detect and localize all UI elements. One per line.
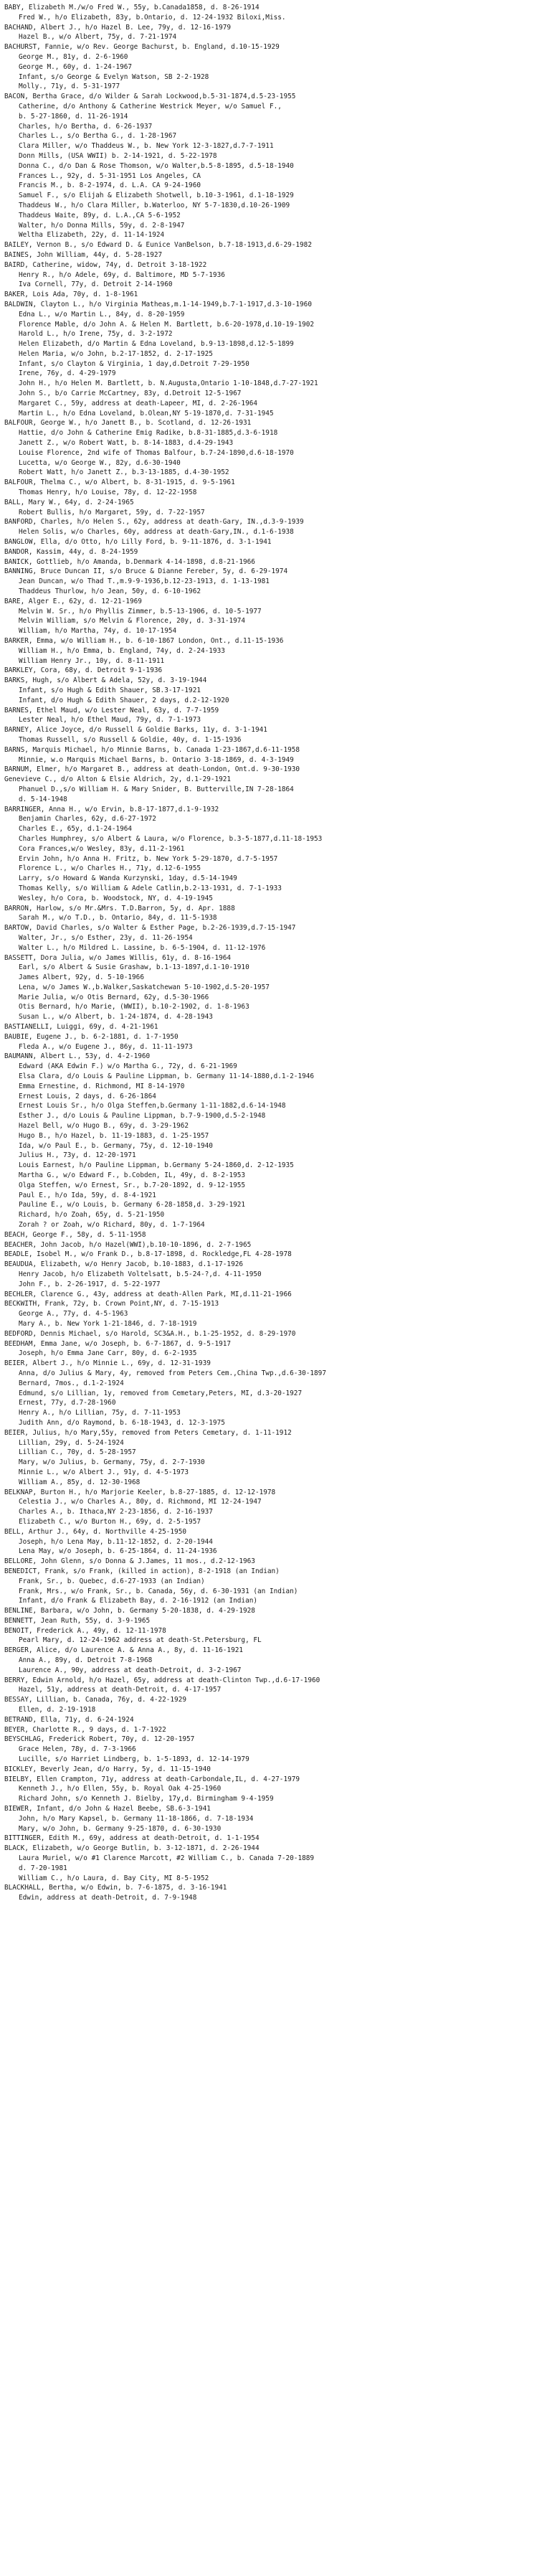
record-subentry: Esther J., d/o Louis & Pauline Lippman, b.7-9-1900,d.5-2-1948 (19, 1112, 266, 1120)
record-subentry: Mary, w/o Julius, b. Germany, 75y, d. 2-7-1930 (19, 1458, 205, 1467)
record-subentry: Elizabeth C., w/o Burton H., 69y, d. 2-5-1957 (19, 1517, 201, 1526)
record-entry: BALDWIN, Clayton L., h/o Virginia Matheas,m.1-14-1949,b.7-1-1917,d.3-10-1960 (4, 300, 312, 308)
record-entry: BEIER, Albert J., h/o Minnie L., 69y, d. 12-31-1939 (4, 1359, 211, 1368)
record-entry: BANDOR, Kassim, 44y, d. 8-24-1959 (4, 547, 138, 556)
record-subentry: Julius H., 73y, d. 12-20-1971 (19, 1151, 136, 1160)
record-subentry: Robert Bullis, h/o Margaret, 59y, d. 7-22-1957 (19, 508, 205, 516)
record-entry: BENLINE, Barbara, w/o John, b. Germany 5-20-1838, d. 4-29-1928 (4, 1607, 255, 1615)
record-entry: BACHURST, Fannie, w/o Rev. George Bachurst, b. England, d.10-15-1929 (4, 43, 280, 52)
record-subentry: George M., 81y, d. 2-6-1960 (19, 52, 128, 61)
record-entry: BAUBIE, Eugene J., b. 6-2-1881, d. 1-7-1950 (4, 1032, 179, 1041)
record-entry: BECKWITH, Frank, 72y, b. Crown Point,NY, d. 7-15-1913 (4, 1300, 219, 1308)
record-subentry: Lucille, s/o Harriet Lindberg, b. 1-5-1893, d. 12-14-1979 (19, 1755, 249, 1764)
record-subentry: Edward (AKA Edwin F.) w/o Martha G., 72y, d. 6-21-1969 (19, 1062, 237, 1071)
record-entry: BARNS, Marquis Michael, h/o Minnie Barns, b. Canada 1-23-1867,d.6-11-1958 (4, 745, 300, 754)
record-subentry: Fleda A., w/o Eugene J., 86y, d. 11-11-1973 (19, 1042, 193, 1051)
record-subentry: Edmund, s/o Lillian, 1y, removed from Cemetary,Peters, MI, d.3-20-1927 (19, 1389, 303, 1397)
record-subentry: Larry, s/o Howard & Wanda Kurzynski, 1day, d.5-14-1949 (19, 874, 237, 883)
record-entry: BAUMANN, Albert L., 53y, d. 4-2-1960 (4, 1052, 151, 1061)
record-entry: BENEDICT, Frank, s/o Frank, (killed in action), 8-2-1918 (an Indian) (4, 1567, 280, 1575)
record-subentry: Thaddeus Thurlow, h/o Jean, 50y, d. 6-10-1962 (19, 588, 201, 596)
record-entry: BEIER, Julius, h/o Mary,55y, removed from Peters Cemetary, d. 1-11-1912 (4, 1428, 292, 1437)
record-subentry: Jean Duncan, w/o Thad T.,m.9-9-1936,b.12-23-1913, d. 1-13-1981 (19, 577, 270, 586)
record-subentry: Olga Steffen, w/o Ernest, Sr., b.7-20-1892, d. 9-12-1955 (19, 1181, 246, 1189)
record-subentry: Helen Elizabeth, d/o Martin & Edna Loveland, b.9-13-1898,d.12-5-1899 (19, 340, 294, 349)
record-subentry: Judith Ann, d/o Raymond, b. 6-18-1943, d. 12-3-1975 (19, 1418, 225, 1427)
record-subentry: Minnie, w.o Marquis Michael Barns, b. Ontario 3-18-1869, d. 4-3-1949 (19, 755, 294, 764)
record-subentry: Florence Mable, d/o John A. & Helen M. Bartlett, b.6-20-1978,d.10-19-1902 (19, 320, 315, 329)
record-subentry: Martin L., h/o Edna Loveland, b.Olean,NY 5-19-1870,d. 7-31-1945 (19, 409, 274, 417)
record-entry: BANICK, Gottlieb, h/o Amanda, b.Denmark 4-14-1898, d.8-21-1966 (4, 557, 255, 566)
record-subentry: Frank, Sr., b. Quebec, d.6-27-1933 (an Indian) (19, 1577, 205, 1585)
record-subentry: Laura Muriel, w/o #1 Clarence Marcott, #2 William C., b. Canada 7-20-1889 (19, 1854, 315, 1863)
record-subentry: Weltha Elizabeth, 22y, d. 11-14-1924 (19, 231, 165, 240)
record-subentry: Richard, h/o Zoah, 65y, d. 5-21-1950 (19, 1211, 165, 1219)
record-entry: BIELBY, Ellen Crampton, 71y, address at death-Carbondale,IL, d. 4-27-1979 (4, 1775, 300, 1783)
record-entry: BEADLE, Isobel M., w/o Frank D., b.8-17-1898, d. Rockledge,FL 4-28-1978 (4, 1250, 292, 1259)
record-subentry: Edwin, address at death-Detroit, d. 7-9-1948 (19, 1894, 197, 1902)
record-subentry: Infant, s/o Hugh & Edith Shauer, SB.3-17-1921 (19, 686, 201, 694)
record-subentry: Frank, Mrs., w/o Frank, Sr., b. Canada, 56y, d. 6-30-1931 (an Indian) (19, 1587, 298, 1595)
record-entry: BELL, Arthur J., 64y, d. Northville 4-25-1950 (4, 1527, 186, 1536)
record-subentry: Florence L., w/o Charles H., 71y, d.12-6-1955 (19, 864, 201, 873)
record-subentry: Louis Earnest, h/o Pauline Lippman, b.Germany 5-24-1860,d. 2-12-1935 (19, 1161, 294, 1170)
record-entry: BEDFORD, Dennis Michael, s/o Harold, SC3&A.H., b.1-25-1952, d. 8-29-1970 (4, 1329, 296, 1338)
record-subentry: Irene, 76y, d. 4-29-1979 (19, 369, 116, 378)
record-subentry: Emma Ernestine, d. Richmond, MI 8-14-1970 (19, 1082, 185, 1090)
record-subentry: Otis Bernard, h/o Marie, (WWII), b.10-2-1902, d. 1-8-1963 (19, 1003, 249, 1011)
record-subentry: Hattie, d/o John & Catherine Emig Radike, b.8-31-1885,d.3-6-1918 (19, 429, 278, 438)
record-entry: BARKER, Emma, w/o William H., b. 6-10-1867 London, Ont., d.11-15-1936 (4, 637, 284, 645)
record-subentry: Infant, s/o Clayton & Virginia, 1 day,d.Detroit 7-29-1950 (19, 359, 249, 368)
record-entry: BETRAND, Ella, 71y, d. 6-24-1924 (4, 1715, 134, 1724)
record-subentry: Ernest Louis Sr., h/o Olga Steffen,b.Germany 1-11-1882,d.6-14-1948 (19, 1102, 286, 1110)
record-entry: BACON, Bertha Grace, d/o Wilder & Sarah Lockwood,b.5-31-1874,d.5-23-1955 (4, 93, 296, 101)
record-entry: BITTINGER, Edith M., 69y, address at death-Detroit, d. 1-1-1954 (4, 1834, 260, 1843)
record-entry: BAILEY, Vernon B., s/o Edward D. & Eunice VanBelson, b.7-18-1913,d.6-29-1982 (4, 241, 312, 250)
record-entry: BEYSCHLAG, Frederick Robert, 70y, d. 12-20-1957 (4, 1735, 195, 1744)
record-subentry: Infant, d/o Hugh & Edith Shauer, 2 days, d.2-12-1920 (19, 696, 229, 704)
record-subentry: d. 5-14-1948 (19, 795, 67, 803)
record-subentry: Marie Julia, w/o Otis Bernard, 62y, d.5-30-1966 (19, 993, 209, 1001)
record-subentry: Walter L., h/o Mildred L. Lassine, b. 6-5-1904, d. 11-12-1976 (19, 943, 266, 952)
record-entry: BARNUM, Elmer, h/o Margaret B., address at death-London, Ont.d. 9-30-1930 (4, 765, 300, 774)
record-subentry: William Henry Jr., 10y, d. 8-11-1911 (19, 656, 165, 665)
record-entry: BLACKHALL, Bertha, w/o Edwin, b. 7-6-1875, d. 3-16-1941 (4, 1884, 227, 1892)
record-entry: BEACH, George F., 58y, d. 5-11-1958 (4, 1230, 146, 1239)
record-subentry: Minnie L., w/o Albert J., 91y, d. 4-5-1973 (19, 1468, 189, 1476)
record-subentry: Henry A., h/o Lillian, 75y, d. 7-11-1953 (19, 1409, 181, 1417)
record-subentry: Martha G., w/o Edward F., b.Cobden, IL, 49y, d. 8-2-1953 (19, 1171, 246, 1180)
record-subentry: James Albert, 92y, d. 5-10-1966 (19, 973, 144, 982)
record-entry: BLACK, Elizabeth, w/o George Butlin, b. 3-12-1871, d. 2-26-1944 (4, 1844, 260, 1853)
record-subentry: Cora Frances,w/o Wesley, 83y, d.11-2-1961 (19, 844, 185, 853)
record-subentry: Lillian, 29y, d. 5-24-1924 (19, 1438, 124, 1447)
record-subentry: Wesley, h/o Cora, b. Woodstock, NY, d. 4-19-1945 (19, 894, 213, 902)
record-subentry: John F., b. 2-26-1917, d. 5-22-1977 (19, 1280, 161, 1288)
record-subentry: Ida, w/o Paul E., b. Germany, 75y, d. 12-10-1940 (19, 1141, 213, 1150)
record-entry: BAKER, Lois Ada, 70y, d. 1-8-1961 (4, 291, 138, 299)
record-subentry: Lucetta, w/o George W., 82y, d.6-30-1940 (19, 458, 181, 467)
record-subentry: Melvin William, s/o Melvin & Florence, 20y, d. 3-31-1974 (19, 617, 246, 626)
record-subentry: Walter, h/o Donna Mills, 59y, d. 2-8-1947 (19, 221, 185, 230)
record-subentry: Ernest, 77y, d.7-28-1960 (19, 1399, 116, 1407)
record-subentry: Lillian C., 70y, d. 5-28-1957 (19, 1448, 136, 1457)
record-entry: BEEDHAM, Emma Jane, w/o Joseph, b. 6-7-1867, d. 9-5-1917 (4, 1339, 232, 1348)
record-subentry: Catherine, d/o Anthony & Catherine Westrick Meyer, w/o Samuel F., (19, 102, 282, 110)
record-subentry: Hazel Bell, w/o Hugo B., 69y, d. 3-29-1962 (19, 1122, 189, 1131)
record-subentry: Benjamin Charles, 62y, d.6-27-1972 (19, 815, 156, 824)
record-entry: BAINES, John William, 44y, d. 5-28-1927 (4, 250, 163, 259)
record-subentry: Edna L., w/o Martin L., 84y, d. 8-20-1959 (19, 310, 185, 319)
record-subentry: Iva Cornell, 77y, d. Detroit 2-14-1960 (19, 280, 173, 289)
record-subentry: Kenneth J., h/o Ellen, 55y, b. Royal Oak 4-25-1960 (19, 1785, 222, 1793)
record-subentry: Charles E., 65y, d.1-24-1964 (19, 825, 133, 834)
record-subentry: Margaret C., 59y, address at death-Lapeer, MI, d. 2-26-1964 (19, 399, 258, 407)
record-entry: BELLORE, John Glenn, s/o Donna & J.James, 11 mos., d.2-12-1963 (4, 1557, 255, 1566)
record-subentry: John, h/o Mary Kapsel, b. Germany 11-18-1866, d. 7-18-1934 (19, 1814, 254, 1823)
record-subentry: Fred W., h/o Elizabeth, 83y, b.Ontario, d. 12-24-1932 Biloxi,Miss. (19, 13, 286, 22)
record-subentry: Charles L., s/o Bertha G., d. 1-28-1967 (19, 132, 177, 141)
record-subentry: Zorah ? or Zoah, w/o Richard, 80y, d. 1-7-1964 (19, 1221, 205, 1230)
record-subentry: William H., h/o Emma, b. England, 74y, d. 2-24-1933 (19, 646, 225, 655)
record-subentry: Laurence A., 90y, address at death-Detroit, d. 3-2-1967 (19, 1666, 242, 1674)
record-subentry: Donn Mills, (USA WWII) b. 2-14-1921, d. 5-22-1978 (19, 151, 217, 160)
record-subentry: John H., h/o Helen M. Bartlett, b. N.Augusta,Ontario 1-10-1848,d.7-27-1921 (19, 379, 318, 388)
record-subentry: Walter, Jr., s/o Esther, 23y, d. 11-26-1954 (19, 933, 193, 942)
record-entry: BENNETT, Jean Ruth, 55y, d. 3-9-1965 (4, 1616, 151, 1625)
record-subentry: Henry R., h/o Adele, 69y, d. Baltimore, MD 5-7-1936 (19, 270, 225, 279)
record-entry: BALFOUR, George W., h/o Janett B., b. Scotland, d. 12-26-1931 (4, 419, 252, 428)
record-entry: BIEWER, Infant, d/o John & Hazel Beebe, SB.6-3-1941 (4, 1805, 211, 1813)
record-entry: Genevieve C., d/o Alton & Elsie Aldrich, 2y, d.1-29-1921 (4, 775, 232, 784)
record-subentry: Thomas Kelly, s/o William & Adele Catlin,b.2-13-1931, d. 7-1-1933 (19, 884, 282, 892)
record-subentry: Hazel, 51y, address at death-Detroit, d. 4-17-1957 (19, 1686, 222, 1694)
record-entry: BANNING, Bruce Duncan II, s/o Bruce & Dianne Fereber, 5y, d. 6-29-1974 (4, 567, 288, 576)
record-subentry: Ernest Louis, 2 days, d. 6-26-1864 (19, 1092, 156, 1100)
record-subentry: b. 5-27-1860, d. 11-26-1914 (19, 112, 128, 121)
record-subentry: William A., 85y, d. 12-30-1968 (19, 1478, 141, 1486)
record-subentry: Janett Z., w/o Robert Watt, b. 8-14-1883, d.4-29-1943 (19, 439, 234, 448)
record-subentry: d. 7-20-1981 (19, 1864, 67, 1872)
record-subentry: Robert Watt, h/o Janett Z., b.3-13-1885, d.4-30-1952 (19, 468, 229, 477)
record-subentry: Lena, w/o James W.,b.Walker,Saskatchewan 5-10-1902,d.5-20-1957 (19, 983, 270, 991)
record-subentry: Charles A., b. Ithaca,NY 2-23-1856, d. 2-16-1937 (19, 1508, 213, 1516)
record-subentry: Helen Solis, w/o Charles, 60y, address at death-Gary,IN., d.1-6-1938 (19, 528, 294, 537)
record-subentry: John S., b/o Carrie McCartney, 83y, d.Detroit 12-5-1967 (19, 390, 242, 398)
record-subentry: Infant, d/o Frank & Elizabeth Bay, d. 2-16-1912 (an Indian) (19, 1597, 258, 1605)
record-subentry: Anna A., 89y, d. Detroit 7-8-1968 (19, 1656, 153, 1665)
record-entry: BEACHER, John Jacob, h/o Hazel(WWI),b.10-10-1896, d. 2-7-1965 (4, 1240, 252, 1249)
record-subentry: Charles Humphrey, s/o Albert & Laura, w/o Florence, b.3-5-1877,d.11-18-1953 (19, 834, 323, 843)
record-subentry: Hugo B., h/o Hazel, b. 11-19-1883, d. 1-25-1957 (19, 1131, 209, 1140)
record-entry: BERRY, Edwin Arnold, h/o Hazel, 65y, address at death-Clinton Twp.,d.6-17-1960 (4, 1676, 320, 1684)
record-subentry: Pearl Mary, d. 12-24-1962 address at death-St.Petersburg, FL (19, 1636, 262, 1645)
record-subentry: Harold L., h/o Irene, 75y, d. 3-2-1972 (19, 330, 173, 339)
record-subentry: Hazel B., w/o Albert, 75y, d. 7-21-1974 (19, 33, 177, 42)
record-entry: BARNEY, Alice Joyce, d/o Russell & Goldie Barks, 11y, d. 3-1-1941 (4, 726, 267, 735)
record-entry: BACHAND, Albert J., h/o Hazel B. Lee, 79y, d. 12-16-1979 (4, 23, 232, 32)
record-entry: BAIRD, Catherine, widow, 74y, d. Detroit 3-18-1922 (4, 260, 207, 269)
record-subentry: Molly., 71y, d. 5-31-1977 (19, 82, 120, 91)
record-subentry: Helen Maria, w/o John, b.2-17-1852, d. 2-17-1925 (19, 349, 213, 358)
record-subentry: Mary, w/o John, b. Germany 9-25-1870, d. 6-30-1930 (19, 1824, 222, 1833)
record-entry: BARE, Alger E., 62y, d. 12-21-1969 (4, 597, 142, 605)
record-entry: BALFOUR, Thelma C., w/o Albert, b. 8-31-1915, d. 9-5-1961 (4, 478, 235, 487)
record-entry: BEAUDUA, Elizabeth, w/o Henry Jacob, b.10-1883, d.1-17-1926 (4, 1260, 244, 1269)
record-subentry: Thomas Henry, h/o Louise, 78y, d. 12-22-1958 (19, 489, 197, 497)
record-subentry: Anna, d/o Julius & Mary, 4y, removed from Peters Cem.,China Twp.,d.6-30-1897 (19, 1369, 326, 1377)
record-subentry: Thomas Russell, s/o Russell & Goldie, 40y, d. 1-15-1936 (19, 735, 242, 744)
record-subentry: Sarah M., w/o T.D., b. Ontario, 84y, d. 11-5-1938 (19, 914, 217, 923)
record-subentry: Charles, h/o Bertha, d. 6-26-1937 (19, 122, 153, 131)
record-subentry: Earl, s/o Albert & Susie Grashaw, b.1-13-1897,d.1-10-1910 (19, 963, 249, 972)
record-entry: BALL, Mary W., 64y, d. 2-24-1965 (4, 498, 134, 506)
record-entry: BABY, Elizabeth M./w/o Fred W., 55y, b.Canada1858, d. 8-26-1914 (4, 4, 260, 11)
record-subentry: Samuel F., s/o Elijah & Elizabeth Shotwell, b.10-3-1961, d.1-18-1929 (19, 192, 294, 200)
record-subentry: Frances L., 92y, d. 5-31-1951 Los Angeles, CA (19, 171, 201, 180)
record-entry: BENOIT, Frederick A., 49y, d. 12-11-1978 (4, 1626, 166, 1635)
record-entry: BARKLEY, Cora, 68y, d. Detroit 9-1-1936 (4, 666, 163, 675)
record-subentry: Thaddeus W., h/o Clara Miller, b.Waterloo, NY 5-7-1830,d.10-26-1909 (19, 201, 290, 209)
record-entry: BARKS, Hugh, s/o Albert & Adela, 52y, d. 3-19-1944 (4, 676, 207, 685)
record-subentry: Louise Florence, 2nd wife of Thomas Balfour, b.7-24-1890,d.6-18-1970 (19, 448, 294, 457)
record-subentry: Ellen, d. 2-19-1918 (19, 1706, 96, 1714)
record-subentry: Thaddeus Waite, 89y, d. L.A.,CA 5-6-1952 (19, 211, 181, 220)
record-entry: BARRON, Harlow, s/o Mr.&Mrs. T.D.Barron, 5y, d. Apr. 1888 (4, 904, 235, 912)
record-subentry: Susan L., w/o Albert, b. 1-24-1874, d. 4-28-1943 (19, 1013, 213, 1022)
record-subentry: Lester Neal, h/o Ethel Maud, 79y, d. 7-1-1973 (19, 716, 201, 725)
record-subentry: Lena May, w/o Joseph, b. 6-25-1864, d. 11-24-1936 (19, 1547, 217, 1556)
record-subentry: Celestia J., w/o Charles A., 80y, d. Richmond, MI 12-24-1947 (19, 1498, 262, 1506)
record-subentry: George A., 77y, d. 4-5-1963 (19, 1310, 128, 1318)
record-entry: BESSAY, Lillian, b. Canada, 76y, d. 4-22-1929 (4, 1696, 186, 1704)
record-subentry: Bernard, 7mos., d.1-2-1924 (19, 1379, 124, 1387)
record-subentry: Henry Jacob, h/o Elizabeth Voltelsatt, b.5-24-?,d. 4-11-1950 (19, 1270, 262, 1278)
record-subentry: Paul E., h/o Ida, 59y, d. 8-4-1921 (19, 1191, 156, 1199)
record-subentry: Pauline E., w/o Louis, b. Germany 6-28-1858,d. 3-29-1921 (19, 1201, 246, 1209)
record-entry: BANFORD, Charles, h/o Helen S., 62y, address at death-Gary, IN.,d.3-9-1939 (4, 518, 304, 527)
record-entry: BASTIANELLI, Luiggi, 69y, d. 4-21-1961 (4, 1023, 158, 1032)
record-entry: BARTOW, David Charles, s/o Walter & Esther Page, b.2-26-1939,d.7-15-1947 (4, 924, 296, 933)
record-entry: BASSETT, Dora Julia, w/o James Willis, 61y, d. 8-16-1964 (4, 953, 232, 962)
record-subentry: Mary A., b. New York 1-21-1846, d. 7-18-1919 (19, 1319, 197, 1328)
record-subentry: Joseph, h/o Lena May, b.11-12-1852, d. 2-20-1944 (19, 1537, 213, 1546)
record-subentry: Phanuel D.,s/o William H. & Mary Snider, B. Butterville,IN 7-28-1864 (19, 785, 294, 793)
record-entry: BICKLEY, Beverly Jean, d/o Harry, 5y, d. 11-15-1940 (4, 1765, 211, 1773)
record-entry: BEYER, Charlotte R., 9 days, d. 1-7-1922 (4, 1725, 166, 1734)
record-subentry: Melvin W. Sr., h/o Phyllis Zimmer, b.5-13-1906, d. 10-5-1977 (19, 607, 262, 615)
record-subentry: Infant, s/o George & Evelyn Watson, SB 2-2-1928 (19, 72, 209, 81)
record-subentry: George M., 60y, d. 1-24-1967 (19, 62, 133, 71)
record-subentry: Francis M., b. 8-2-1974, d. L.A. CA 9-24-1960 (19, 181, 201, 190)
record-subentry: William C., h/o Laura, d. Bay City, MI 8-5-1952 (19, 1874, 209, 1882)
record-entry: BARNES, Ethel Maud, w/o Lester Neal, 63y, d. 7-7-1959 (4, 706, 219, 714)
record-entry: BELKNAP, Burton H., h/o Marjorie Keeler, b.8-27-1885, d. 12-12-1978 (4, 1488, 276, 1496)
record-subentry: Joseph, h/o Emma Jane Carr, 80y, d. 6-2-1935 (19, 1349, 197, 1358)
record-entry: BECHLER, Clarence G., 43y, address at death-Allen Park, MI,d.11-21-1966 (4, 1290, 292, 1298)
record-subentry: Donna C., d/o Dan & Rose Thomson, w/o Walter,b.5-8-1895, d.5-18-1940 (19, 161, 294, 170)
record-subentry: William, h/o Martha, 74y, d. 10-17-1954 (19, 627, 177, 636)
record-subentry: Richard John, s/o Kenneth J. Bielby, 17y,d. Birmingham 9-4-1959 (19, 1795, 274, 1803)
record-entry: BANGLOW, Ella, d/o Otto, h/o Lilly Ford, b. 9-11-1876, d. 3-1-1941 (4, 538, 272, 547)
record-subentry: Elsa Clara, d/o Louis & Pauline Lippman, b. Germany 11-14-1880,d.1-2-1946 (19, 1072, 315, 1081)
record-subentry: Ervin John, h/o Anna H. Fritz, b. New York 5-29-1870, d.7-5-1957 (19, 854, 278, 863)
record-subentry: Clara Miller, w/o Thaddeus W., b. New York 12-3-1827,d.7-7-1911 (19, 142, 274, 151)
record-entry: BARRINGER, Anna H., w/o Ervin, b.8-17-1877,d.1-9-1932 (4, 805, 219, 813)
record-subentry: Grace Helen, 78y, d. 7-3-1966 (19, 1745, 136, 1754)
record-entry: BERGER, Alice, d/o Laurence A. & Anna A., 8y, d. 11-16-1921 (4, 1646, 244, 1655)
